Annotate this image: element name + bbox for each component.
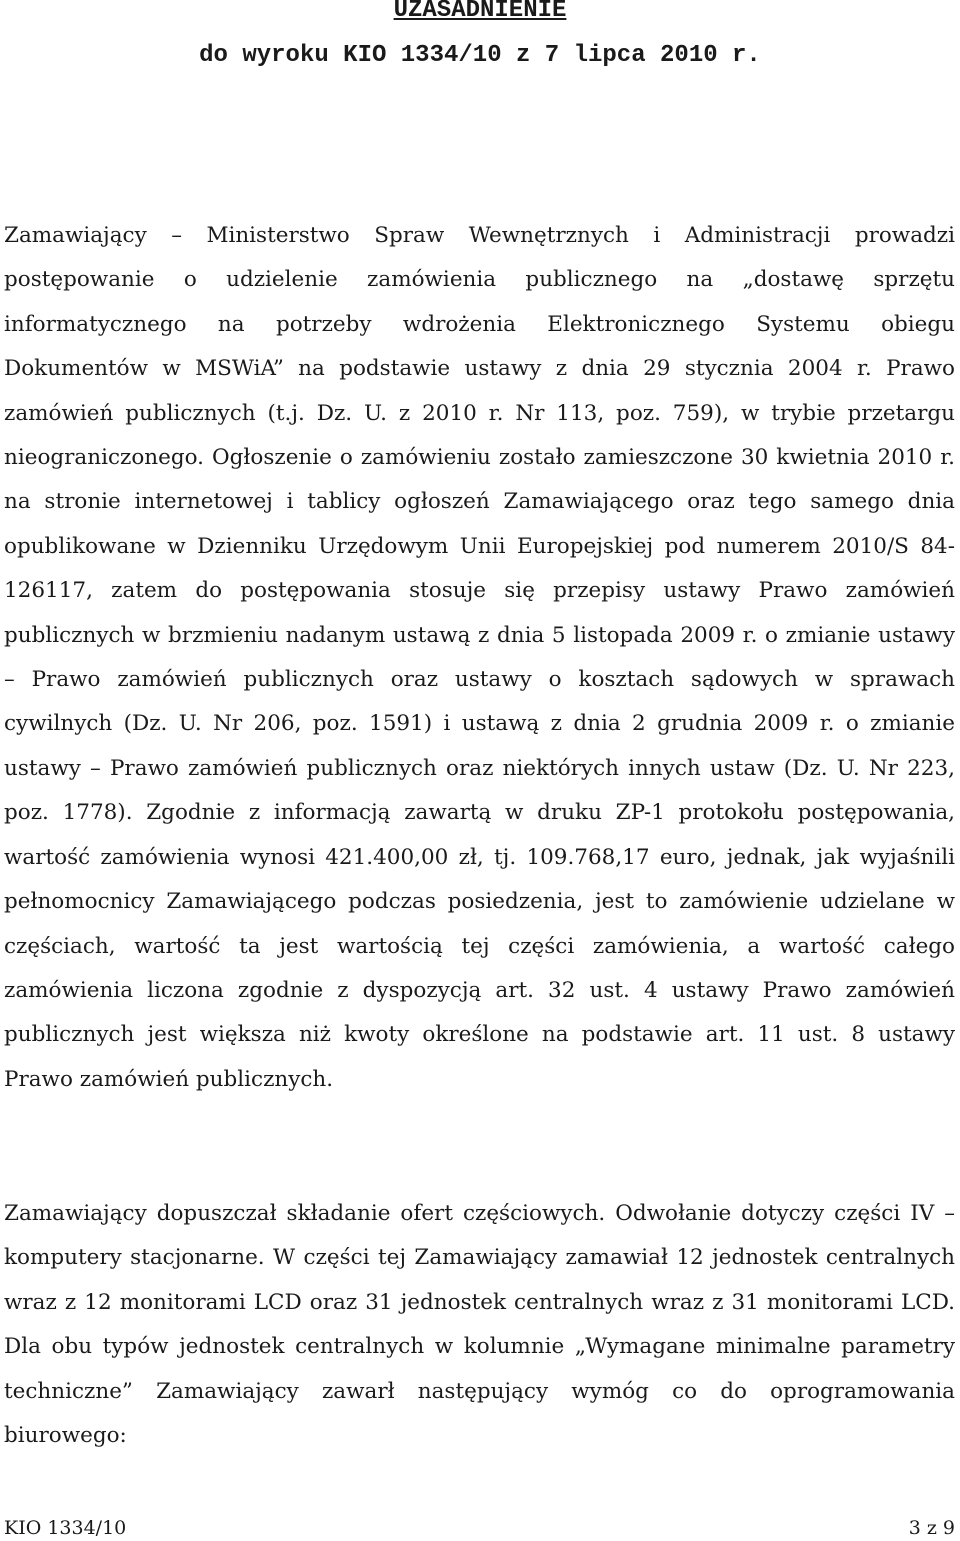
body-paragraph-2: Zamawiający dopuszczał składanie ofert częściowych. Odwołanie dotyczy części IV – komputery stacjonarne. W części tej Zamawiający zamawiał 12 jednostek centralnych wraz z 12 monitorami LCD oraz 31 jednostek centralnych wraz z 31 monitorami LCD. Dla obu typów jednostek centralnych w kolumnie „Wymagane minimalne parametry techniczne” Zamawiający zawarł następujący wymóg co do oprogramowania biurowego: [4,1201,955,1449]
footer-page-number: 3 z 9 [908,1517,955,1539]
document-title: UZASADNIENIE [393,0,567,24]
page-footer [4,1515,955,1541]
body-paragraph-1: Zamawiający – Ministerstwo Spraw Wewnętrznych i Administracji prowadzi postępowanie o udzielenie zamówienia publicznego na „dostawę sprzętu informatycznego na potrzeby wdrożenia Elektronicznego Systemu obiegu Dokumentów w MSWiA” na podstawie ustawy z dnia 29 stycznia 2004 r. Prawo zamówień publicznych (t.j. Dz. U. z 2010 r. Nr 113, poz. 759), w trybie przetargu nieograniczonego. Ogłoszenie o zamówieniu zostało zamieszczone 30 kwietnia 2010 r. na stronie internetowej i tablicy ogłoszeń Zamawiającego oraz tego samego dnia opublikowane w Dzienniku Urzędowym Unii Europejskiej pod numerem 2010/S 84-126117, zatem do postępowania stosuje się przepisy ustawy Prawo zamówień publicznych w brzmieniu nadanym ustawą z dnia 5 listopada 2009 r. o zmianie ustawy – Prawo zamówień publicznych oraz ustawy o kosztach sądowych w sprawach cywilnych (Dz. U. Nr 206, poz. 1591) i ustawą z dnia 2 grudnia 2009 r. o zmianie ustawy – Prawo zamówień publicznych oraz niektórych innych ustaw (Dz. U. Nr 223, poz. 1778). Zgodnie z informacją zawartą w druku ZP-1 protokołu postępowania, wartość zamówienia wynosi 421.400,00 zł, tj. 109.768,17 euro, jednak, jak wyjaśnili pełnomocnicy Zamawiającego podczas posiedzenia, jest to zamówienie udzielane w częściach, wartość ta jest wartością tej części zamówienia, a wartość całego zamówienia liczona zgodnie z dyspozycją art. 32 ust. 4 ustawy Prawo zamówień publicznych jest większa niż kwoty określone na podstawie art. 11 ust. 8 ustawy Prawo zamówień publicznych. [4,223,955,1092]
document-subtitle: do wyroku KIO 1334/10 z 7 lipca 2010 r. [199,42,761,69]
footer-case-number: KIO 1334/10 [4,1517,127,1539]
